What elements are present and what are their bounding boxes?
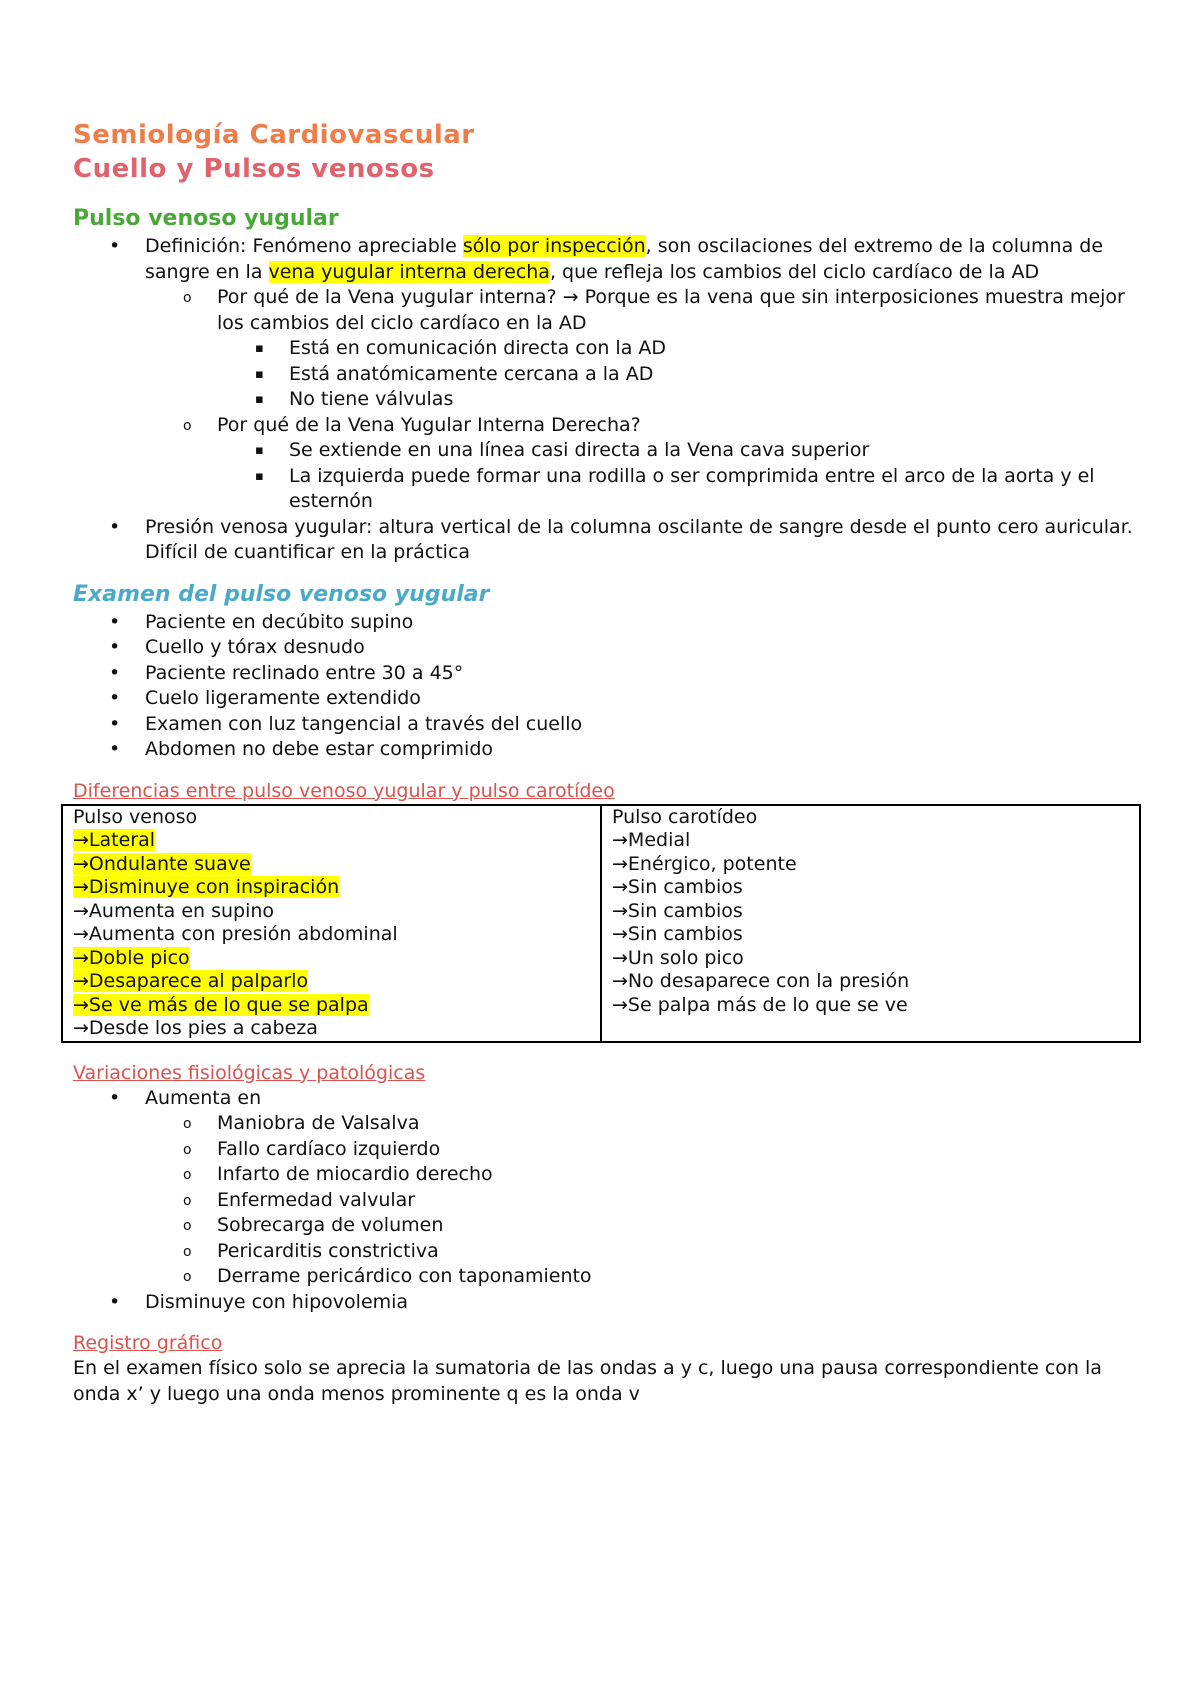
section4-list [73, 1086, 1143, 1316]
list-item: o Fallo cardíaco izquierdo [145, 1137, 1143, 1163]
cell-text: →Ondulante suave [73, 852, 251, 875]
definition-sublist [145, 285, 1143, 515]
document-page [73, 118, 1143, 1407]
cell-text: →Desde los pies a cabeza [73, 1017, 318, 1039]
cell-text: →Disminuye con inspiración [73, 876, 340, 898]
table-cell: →Sin cambios [612, 899, 743, 922]
section2-list [73, 610, 1143, 763]
table-cell: →Se palpa más de lo que se ve [612, 993, 908, 1016]
cell-text: →Doble pico [73, 946, 190, 969]
cell-text: →Se ve más de lo que se palpa [73, 993, 369, 1016]
section1-list [73, 234, 1143, 566]
table-cell [73, 1017, 590, 1041]
aumenta-text: Aumenta en [145, 1086, 262, 1109]
list-item: • Abdomen no debe estar comprimido [73, 737, 1143, 763]
section-heading-registro: Registro gráfico [73, 1332, 223, 1354]
list-item: ▪ La izquierda puede formar una rodilla o ser comprimida entre el arco de la aorta y el esternón [217, 464, 1143, 515]
list-item: o Sobrecarga de volumen [145, 1213, 1143, 1239]
list-item: ▪ Está en comunicación directa con la AD [217, 336, 1143, 362]
table-col-venoso [62, 805, 601, 1042]
list-item: • Examen con luz tangencial a través del cuello [73, 712, 1143, 738]
disminuye-item: • Disminuye con hipovolemia [73, 1290, 1143, 1316]
definition-text-post: , que refleja los cambios del ciclo cardíaco de la AD [549, 260, 1040, 283]
table-cell [73, 853, 590, 877]
table-cell [73, 970, 590, 994]
definition-text-mid: , son oscilaciones del extremo de la columna de sangre en la [145, 235, 1104, 283]
list-item: ▪ Está anatómicamente cercana a la AD [217, 362, 1143, 388]
cell-text: →Aumenta con presión abdominal [73, 923, 398, 945]
cell-text: →Lateral [73, 829, 156, 851]
section-heading-diferencias: Diferencias entre pulso venoso yugular y pulso carotídeo [73, 779, 615, 802]
aumenta-item [73, 1086, 1143, 1290]
table-row [62, 805, 1140, 1042]
list-item: • Cuello y tórax desnudo [73, 635, 1143, 661]
list-item: o Enfermedad valvular [145, 1188, 1143, 1214]
table-cell [73, 829, 590, 853]
question-vyid [145, 413, 1143, 515]
list-item: ▪ Se extiende en una línea casi directa a la Vena cava superior [217, 438, 1143, 464]
cell-text: →Desaparece al palparlo [73, 970, 309, 992]
table-cell: →No desaparece con la presión [612, 970, 910, 992]
list-item: o Derrame pericárdico con taponamiento [145, 1264, 1143, 1290]
list-item: o Maniobra de Valsalva [145, 1111, 1143, 1137]
table-cell: →Un solo pico [612, 946, 744, 969]
cell-text: →Aumenta en supino [73, 899, 275, 922]
table-col-carotideo [601, 805, 1140, 1042]
table-cell: →Medial [612, 829, 691, 851]
document-subtitle: Cuello y Pulsos venosos [73, 154, 435, 184]
table-cell [73, 900, 590, 924]
list-item: • Paciente en decúbito supino [73, 610, 1143, 636]
table-cell [73, 947, 590, 971]
list-item: • Paciente reclinado entre 30 a 45° [73, 661, 1143, 687]
question-vyi-text: Por qué de la Vena yugular interna? → Porque es la vena que sin interposiciones muestra mejor los cambios del ciclo cardíaco en la AD [217, 286, 1125, 334]
table-cell [73, 923, 590, 947]
differences-table [61, 804, 1141, 1043]
section-heading-examen: Examen del pulso venoso yugular [73, 581, 490, 607]
section-heading-pulso-venoso: Pulso venoso yugular [73, 206, 339, 231]
list-item: ▪ No tiene válvulas [217, 387, 1143, 413]
section-heading-variaciones: Variaciones fisiológicas y patológicas [73, 1061, 426, 1084]
pvy-item: • Presión venosa yugular: altura vertical de la columna oscilante de sangre desde el punto cero auricular. Difícil de cuantificar en la práctica [73, 515, 1143, 566]
question-vyi [145, 285, 1143, 413]
question-vyi-reasons [217, 336, 1143, 413]
question-vyid-reasons [217, 438, 1143, 515]
definition-text: Definición: Fenómeno apreciable [145, 235, 463, 257]
highlight-inspection: sólo por inspección [462, 235, 646, 257]
definition-item [73, 234, 1143, 515]
table-cell [73, 994, 590, 1018]
table-cell [73, 876, 590, 900]
table-cell: →Sin cambios [612, 923, 743, 945]
col-header: Pulso venoso [73, 805, 198, 828]
table-cell: →Sin cambios [612, 876, 743, 898]
registro-text: En el examen físico solo se aprecia la sumatoria de las ondas a y c, luego una pausa correspondiente con la onda x’ y luego una onda menos prominente q es la onda v [73, 1357, 1102, 1405]
list-item: o Pericarditis constrictiva [145, 1239, 1143, 1265]
list-item: • Cuelo ligeramente extendido [73, 686, 1143, 712]
table-cell: →Enérgico, potente [612, 852, 797, 875]
aumenta-sublist [145, 1111, 1143, 1290]
document-title: Semiología Cardiovascular [73, 120, 475, 150]
highlight-vena-yugular: vena yugular interna derecha [268, 260, 550, 283]
col-header: Pulso carotídeo [612, 805, 758, 828]
question-vyid-text: Por qué de la Vena Yugular Interna Derecha? [217, 413, 641, 436]
list-item: o Infarto de miocardio derecho [145, 1162, 1143, 1188]
